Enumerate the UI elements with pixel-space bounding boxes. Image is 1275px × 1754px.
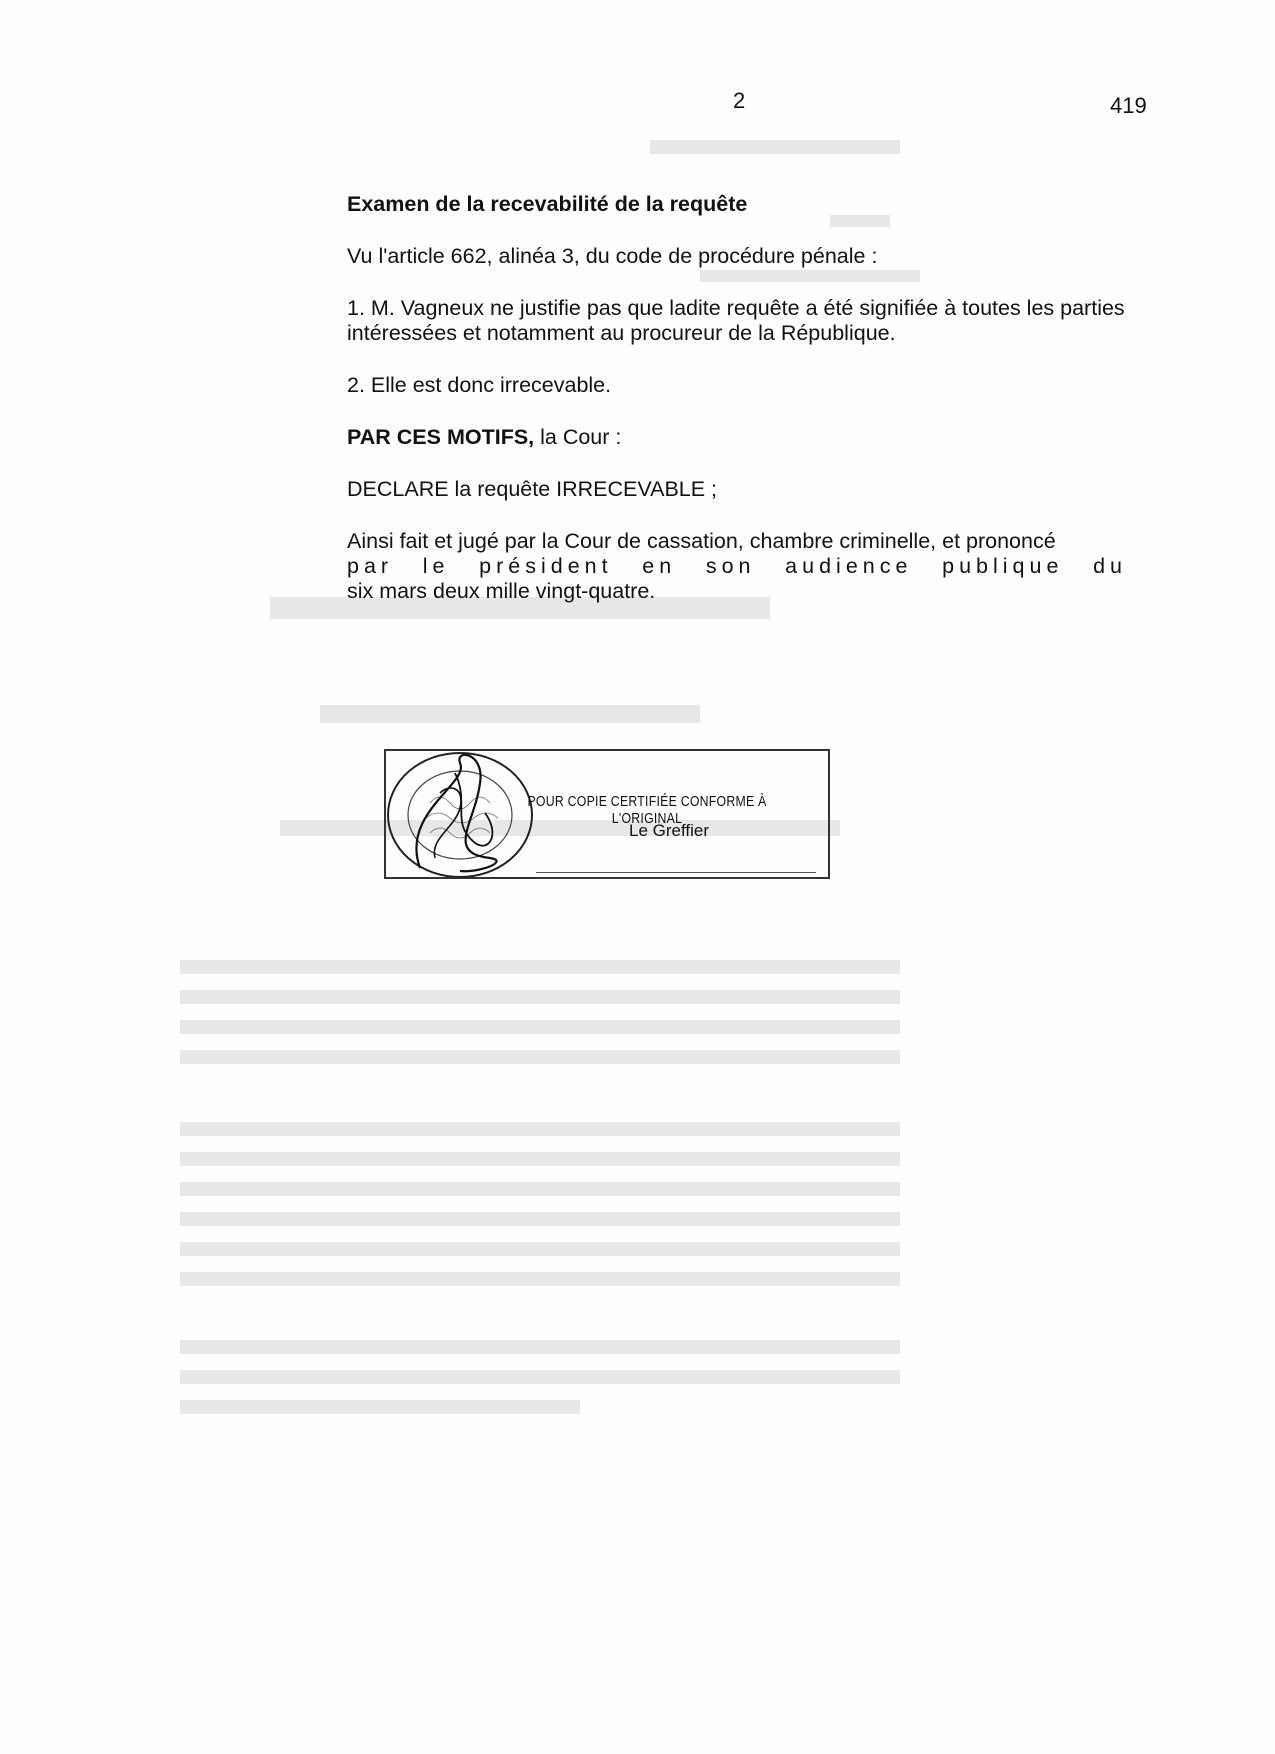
certification-stamp [384, 749, 830, 879]
closing-line-2: par le président en son audience publique du [347, 554, 1127, 578]
paragraph-2: 2. Elle est donc irrecevable. [347, 373, 612, 397]
motifs-label: PAR CES MOTIFS, [347, 425, 535, 449]
stamp-rule [536, 872, 816, 873]
article-reference: Vu l'article 662, alinéa 3, du code de procédure pénale : [347, 244, 878, 268]
motifs-text: la Cour : [534, 425, 622, 449]
greffier-label: Le Greffier [629, 821, 710, 840]
closing-line-1: Ainsi fait et jugé par la Cour de cassation, chambre criminelle, et prononcé [347, 529, 1056, 553]
paragraph-1: 1. M. Vagneux ne justifie pas que ladite requête a été signifiée à toutes les parties intéressées et notamment au procureur de la République. [347, 296, 1125, 345]
motifs-line [347, 425, 1127, 450]
declaration: DECLARE la requête IRRECEVABLE ; [347, 477, 718, 501]
section-heading: Examen de la recevabilité de la requête [347, 192, 748, 216]
closing-paragraph [347, 529, 1127, 604]
certification-text: POUR COPIE CERTIFIÉE CONFORME À L'ORIGINAL [527, 793, 767, 827]
page-number: 2 [733, 88, 746, 113]
sheet-number: 419 [1110, 93, 1147, 118]
document-body [347, 192, 1127, 631]
closing-line-3: six mars deux mille vingt-quatre. [347, 579, 656, 603]
